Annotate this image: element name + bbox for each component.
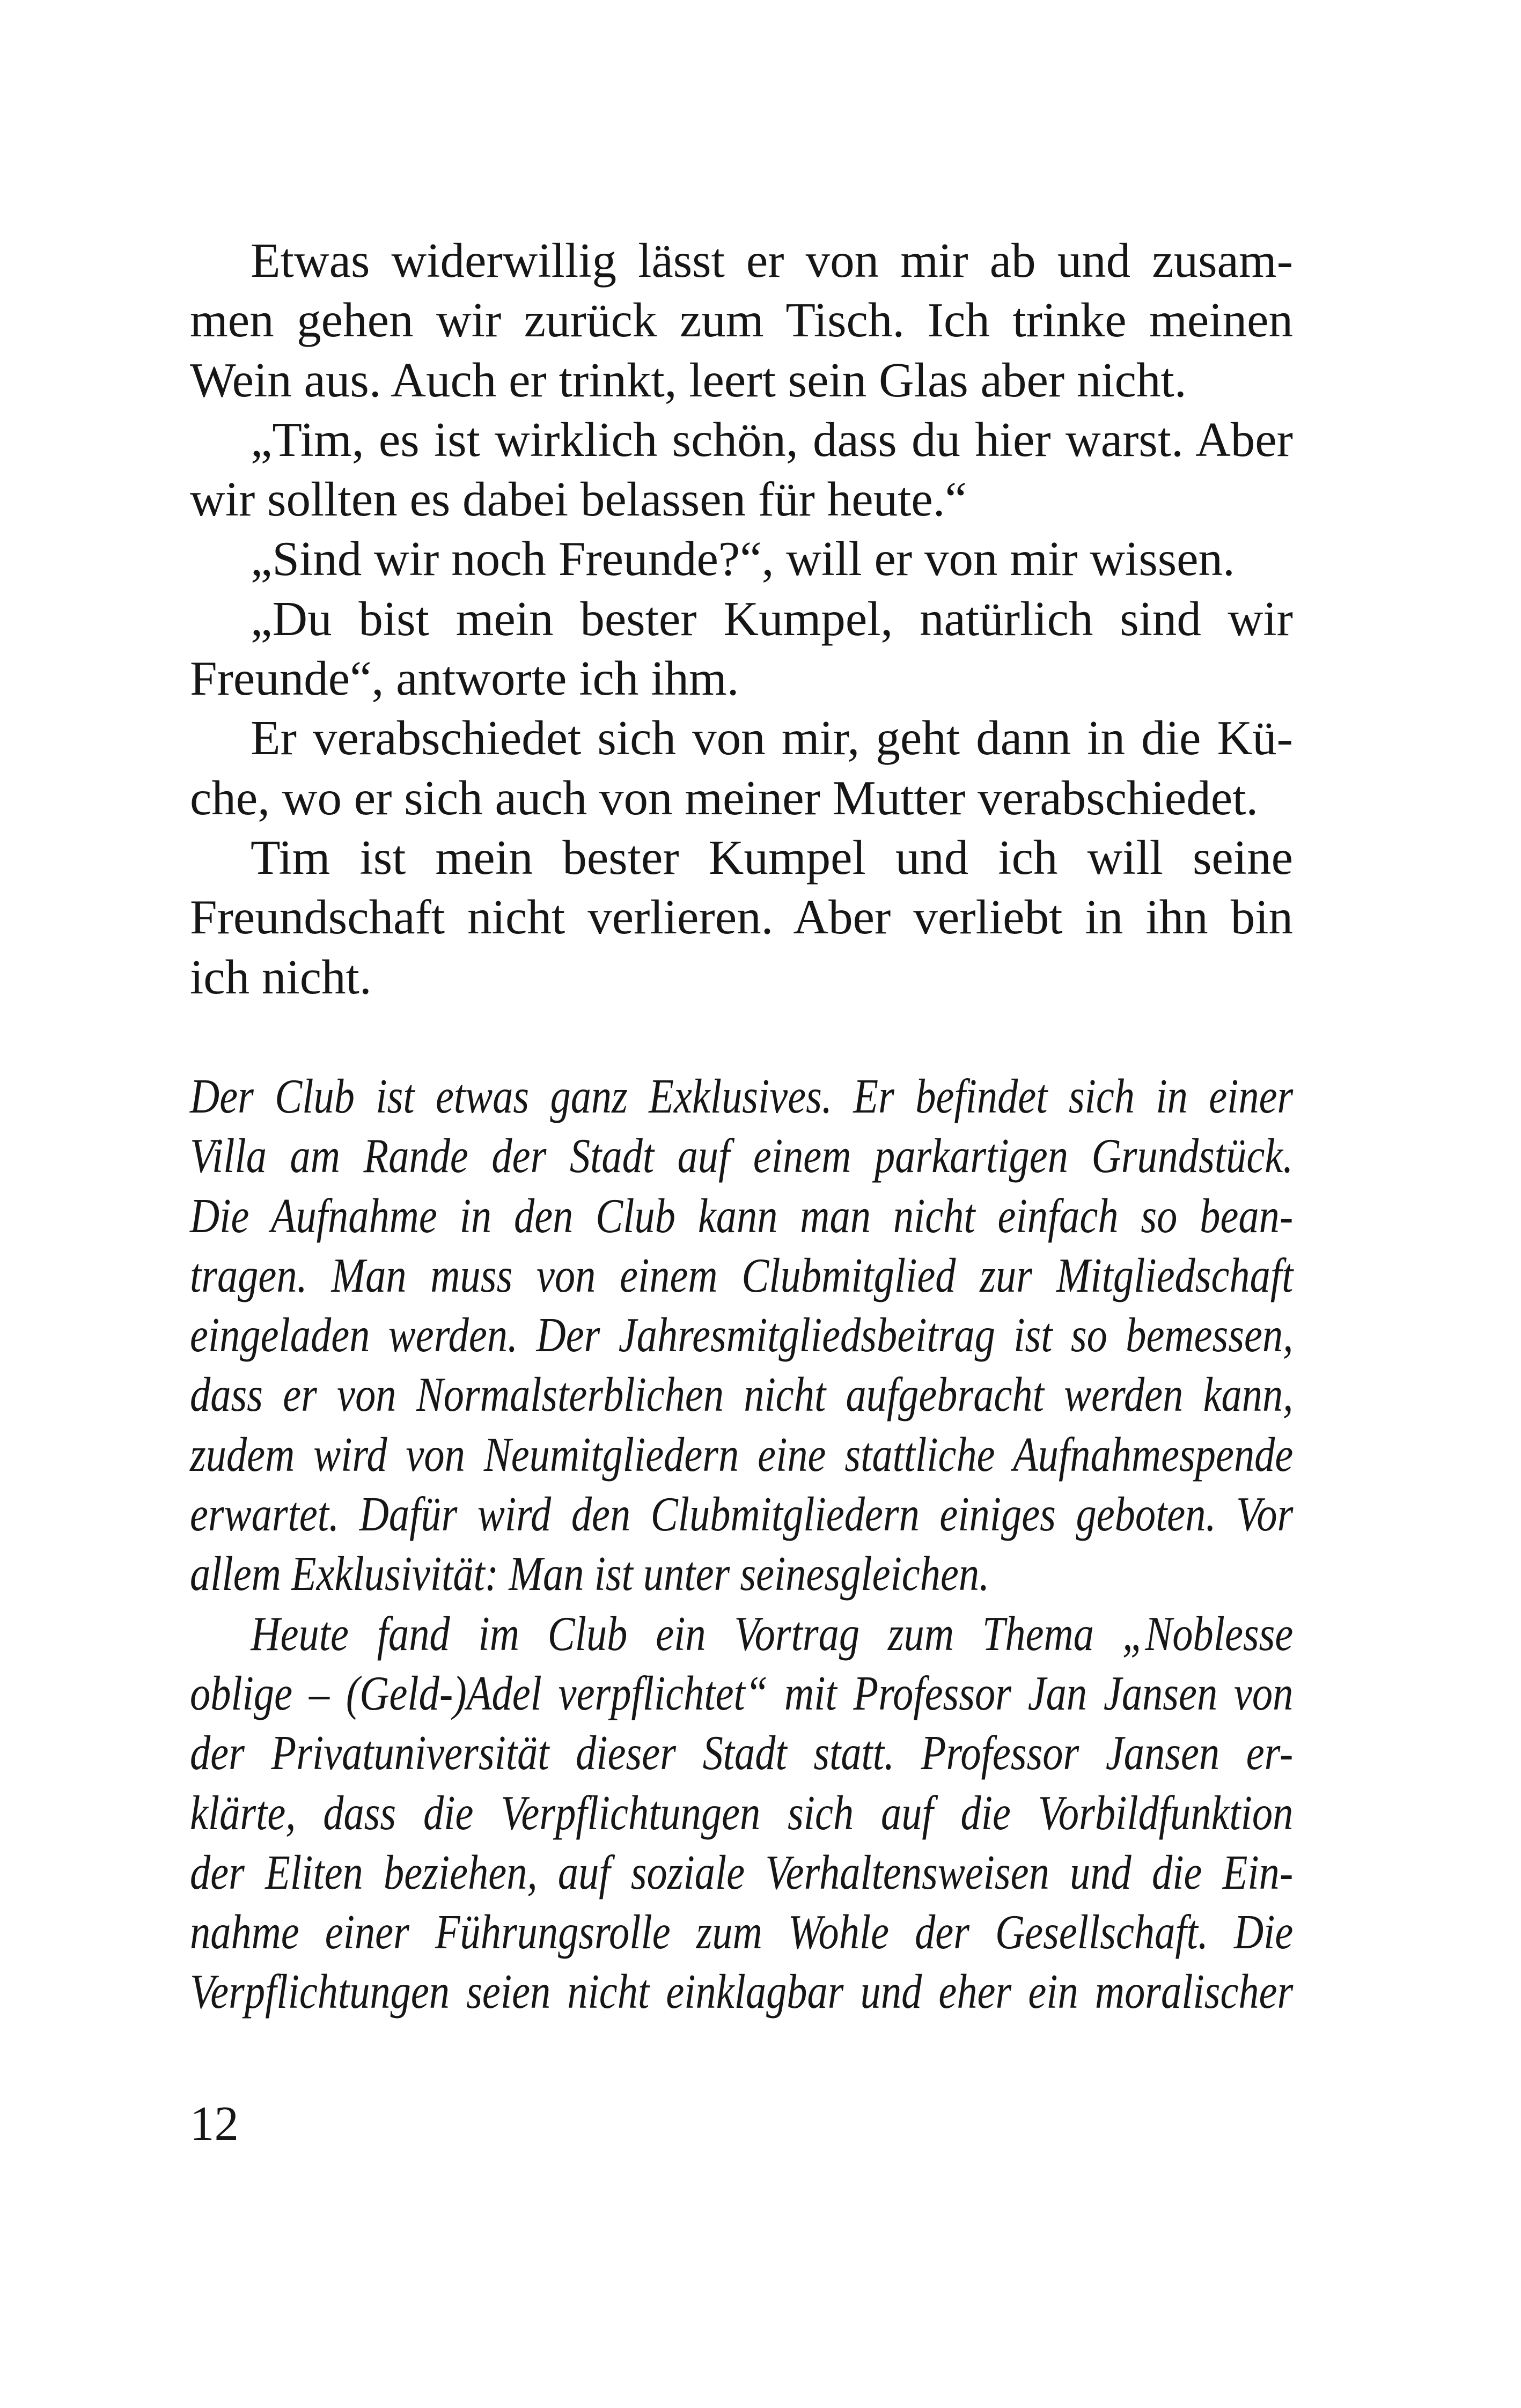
paragraph xyxy=(190,231,1293,410)
paragraph xyxy=(190,410,1293,529)
text-line: zudem wird von Neumitgliedern eine stattliche Aufnahmespende xyxy=(190,1427,1294,1482)
text-line: eingeladen werden. Der Jahresmitgliedsbeitrag ist so bemessen, xyxy=(190,1308,1294,1363)
text-line: Heute fand im Club ein Vortrag zum Thema „Noblesse xyxy=(251,1606,1294,1661)
text-line: oblige – (Geld-)Adel verpflichtet“ mit Professor Jan Jansen von xyxy=(190,1666,1294,1720)
paragraph xyxy=(190,1604,1293,2022)
page-number: 12 xyxy=(190,2096,239,2151)
text-line: che, wo er sich auch von meiner Mutter verabschiedet. xyxy=(190,770,1259,825)
text-line: Tim ist mein bester Kumpel und ich will seine xyxy=(251,830,1293,885)
italic-text xyxy=(190,1066,1293,2022)
text-line: erwartet. Dafür wird den Clubmitgliedern einiges geboten. Vor xyxy=(190,1487,1294,1542)
text-line: Etwas widerwillig lässt er von mir ab und zusam- xyxy=(251,233,1293,288)
text-line: nahme einer Führungsrolle zum Wohle der Gesellschaft. Die xyxy=(190,1905,1294,1960)
text-line: Die Aufnahme in den Club kann man nicht einfach so bean- xyxy=(190,1188,1294,1243)
paragraph xyxy=(190,1066,1293,1604)
text-line: Der Club ist etwas ganz Exklusives. Er befindet sich in einer xyxy=(190,1069,1294,1123)
paragraph xyxy=(190,589,1293,709)
paragraph xyxy=(190,529,1293,588)
text-line: „Du bist mein bester Kumpel, natürlich sind wir xyxy=(251,591,1293,646)
text-line: der Privatuniversität dieser Stadt statt. Professor Jansen er- xyxy=(190,1726,1294,1780)
text-line: wir sollten es dabei belassen für heute.“ xyxy=(190,472,967,527)
text-line: Er verabschiedet sich von mir, geht dann in die Kü- xyxy=(251,711,1293,765)
main-text xyxy=(190,231,1293,1007)
text-line: „Sind wir noch Freunde?“, will er von mir wissen. xyxy=(251,532,1235,586)
text-line: „Tim, es ist wirklich schön, dass du hier warst. Aber xyxy=(251,412,1293,467)
text-line: Freunde“, antworte ich ihm. xyxy=(190,651,739,706)
text-line: der Eliten beziehen, auf soziale Verhaltensweisen und die Ein- xyxy=(190,1845,1294,1899)
text-line: men gehen wir zurück zum Tisch. Ich trinke meinen xyxy=(190,293,1293,348)
text-line: dass er von Normalsterblichen nicht aufgebracht werden kann, xyxy=(190,1367,1294,1422)
text-line: ich nicht. xyxy=(190,949,372,1004)
paragraph xyxy=(190,708,1293,828)
text-line: tragen. Man muss von einem Clubmitglied zur Mitgliedschaft xyxy=(190,1248,1294,1302)
paragraph xyxy=(190,828,1293,1007)
text-line: klärte, dass die Verpflichtungen sich auf die Vorbildfunktion xyxy=(190,1785,1294,1840)
text-line: Freundschaft nicht verlieren. Aber verliebt in ihn bin xyxy=(190,890,1293,945)
text-line: Verpflichtungen seien nicht einklagbar und eher ein moralischer xyxy=(190,1964,1294,2019)
text-line: Wein aus. Auch er trinkt, leert sein Glas aber nicht. xyxy=(190,352,1187,407)
text-line: allem Exklusivität: Man ist unter seinesgleichen. xyxy=(190,1547,990,1601)
text-line: Villa am Rande der Stadt auf einem parkartigen Grundstück. xyxy=(190,1129,1294,1183)
